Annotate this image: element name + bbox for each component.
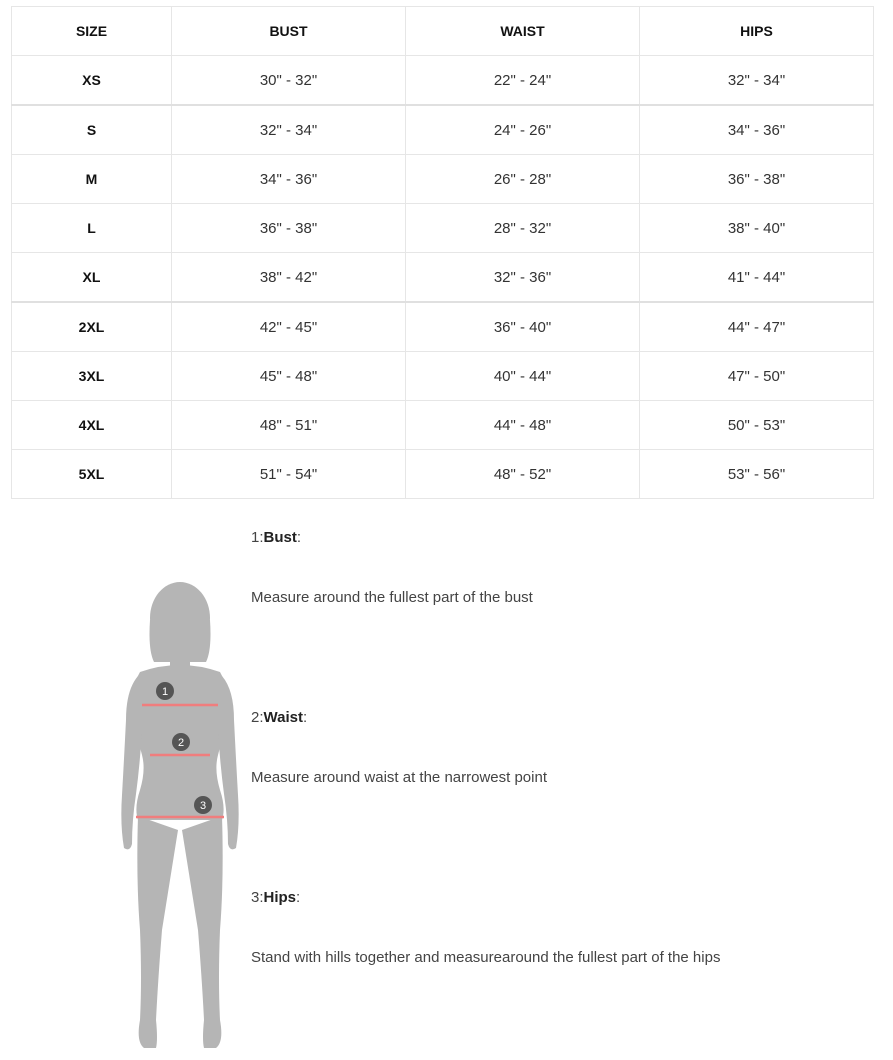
marker-1-icon (156, 682, 174, 700)
bust-cell: 42" - 45" (172, 302, 406, 352)
size-cell: L (12, 204, 172, 253)
guide-hips-description: Stand with hills together and measurearound the fullest part of the hips (251, 949, 721, 966)
header-bust: BUST (172, 7, 406, 56)
hips-cell: 34" - 36" (640, 105, 874, 155)
size-chart-table (11, 6, 874, 499)
size-cell: M (12, 155, 172, 204)
table-row (12, 155, 874, 204)
table-row (12, 204, 874, 253)
svg-text:2: 2 (177, 737, 185, 749)
hips-cell: 50" - 53" (640, 401, 874, 450)
guide-waist-heading: 2:Waist: (251, 709, 308, 726)
header-size: SIZE (12, 7, 172, 56)
guide-waist-description: Measure around waist at the narrowest point (251, 769, 547, 786)
bust-cell: 34" - 36" (172, 155, 406, 204)
hips-cell: 41" - 44" (640, 253, 874, 303)
body-silhouette-figure (110, 580, 260, 1055)
hips-cell: 47" - 50" (640, 352, 874, 401)
size-cell: 4XL (12, 401, 172, 450)
waist-cell: 32" - 36" (406, 253, 640, 303)
svg-text:1: 1 (161, 686, 169, 698)
bust-cell: 45" - 48" (172, 352, 406, 401)
bust-cell: 36" - 38" (172, 204, 406, 253)
bust-cell: 51" - 54" (172, 450, 406, 499)
hips-cell: 32" - 34" (640, 56, 874, 106)
size-cell: XL (12, 253, 172, 303)
size-cell: 3XL (12, 352, 172, 401)
table-row (12, 450, 874, 499)
waist-cell: 28" - 32" (406, 204, 640, 253)
hips-cell: 53" - 56" (640, 450, 874, 499)
bust-cell: 30" - 32" (172, 56, 406, 106)
waist-cell: 48" - 52" (406, 450, 640, 499)
table-row (12, 253, 874, 303)
header-waist: WAIST (406, 7, 640, 56)
size-cell: 5XL (12, 450, 172, 499)
marker-3-icon (194, 796, 212, 814)
guide-waist-name: Waist (263, 709, 303, 726)
table-row (12, 401, 874, 450)
guide-hips-name: Hips (263, 889, 297, 906)
waist-cell: 36" - 40" (406, 302, 640, 352)
size-cell: S (12, 105, 172, 155)
bust-cell: 38" - 42" (172, 253, 406, 303)
guide-bust-name: Bust (263, 529, 297, 546)
guide-hips-heading: 3:Hips: (251, 889, 301, 906)
guide-bust-heading: 1:Bust: (251, 529, 302, 546)
waist-cell: 24" - 26" (406, 105, 640, 155)
waist-cell: 22" - 24" (406, 56, 640, 106)
hips-cell: 44" - 47" (640, 302, 874, 352)
hips-cell: 38" - 40" (640, 204, 874, 253)
waist-cell: 44" - 48" (406, 401, 640, 450)
marker-2-icon (172, 733, 190, 751)
table-row (12, 302, 874, 352)
header-hips: HIPS (640, 7, 874, 56)
hips-cell: 36" - 38" (640, 155, 874, 204)
waist-cell: 26" - 28" (406, 155, 640, 204)
table-row (12, 105, 874, 155)
table-header-row (12, 7, 874, 56)
table-row (12, 56, 874, 106)
silhouette-icon (121, 582, 238, 1048)
bust-cell: 32" - 34" (172, 105, 406, 155)
size-cell: XS (12, 56, 172, 106)
svg-text:3: 3 (199, 800, 207, 812)
bust-cell: 48" - 51" (172, 401, 406, 450)
waist-cell: 40" - 44" (406, 352, 640, 401)
size-cell: 2XL (12, 302, 172, 352)
table-row (12, 352, 874, 401)
guide-bust-description: Measure around the fullest part of the bust (251, 589, 533, 606)
